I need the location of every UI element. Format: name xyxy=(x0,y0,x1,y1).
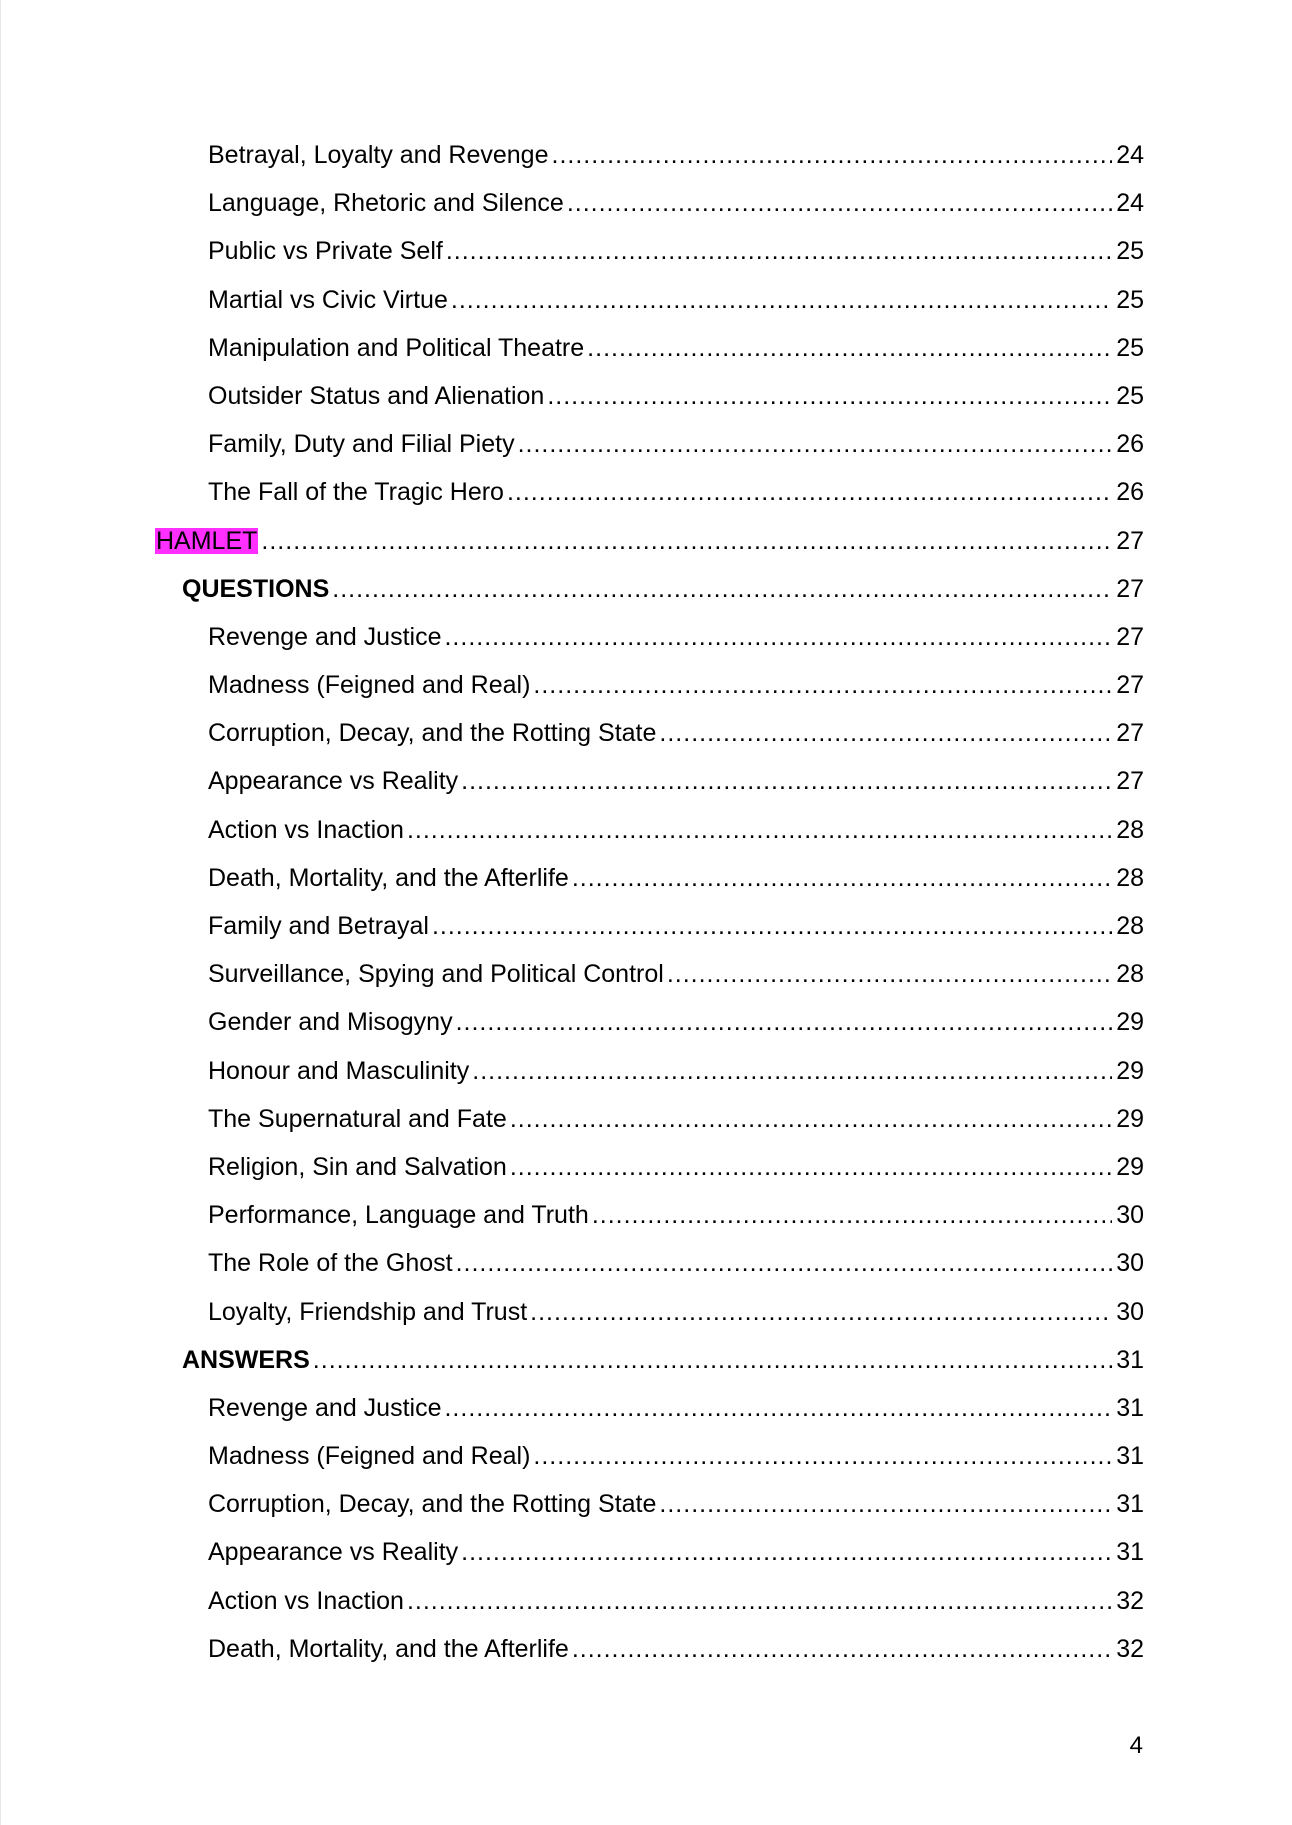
dot-leader xyxy=(533,672,1112,698)
toc-entry[interactable] xyxy=(1,913,1292,961)
toc-entry-page-number[interactable]: 28 xyxy=(1116,863,1144,892)
toc-entry[interactable] xyxy=(1,1202,1292,1250)
toc-entry-page-number[interactable]: 28 xyxy=(1116,960,1144,989)
dot-leader xyxy=(407,1588,1112,1614)
toc-entry-title[interactable]: Religion, Sin and Salvation xyxy=(208,1152,507,1181)
dot-leader xyxy=(507,479,1112,505)
dot-leader xyxy=(659,720,1112,746)
toc-entry[interactable] xyxy=(1,1058,1292,1106)
toc-entry-page-number[interactable]: 25 xyxy=(1116,285,1144,314)
toc-entry-title[interactable]: Madness (Feigned and Real) xyxy=(208,671,531,700)
dot-leader xyxy=(432,913,1112,939)
toc-entry-page-number[interactable]: 28 xyxy=(1116,912,1144,940)
toc-entry-title[interactable]: QUESTIONS xyxy=(182,574,330,603)
toc-entry[interactable] xyxy=(1,1154,1292,1202)
toc-entry[interactable] xyxy=(1,1443,1292,1491)
toc-entry[interactable] xyxy=(1,1009,1292,1057)
dot-leader xyxy=(659,1491,1112,1517)
toc-entry[interactable] xyxy=(1,1395,1292,1443)
toc-entry-title[interactable]: Revenge and Justice xyxy=(208,622,442,651)
toc-entry-page-number[interactable]: 31 xyxy=(1116,1490,1144,1519)
toc-entry[interactable] xyxy=(1,865,1292,913)
toc-entry-title[interactable]: Language, Rhetoric and Silence xyxy=(208,189,564,218)
toc-entry-page-number[interactable]: 27 xyxy=(1116,574,1144,603)
dot-leader xyxy=(456,1250,1113,1276)
dot-leader xyxy=(518,431,1113,457)
toc-entry-page-number[interactable]: 27 xyxy=(1116,767,1144,796)
toc-entry-page-number[interactable]: 25 xyxy=(1116,381,1144,410)
toc-entry-page-number[interactable]: 30 xyxy=(1116,1297,1144,1326)
toc-entry-title[interactable]: The Supernatural and Fate xyxy=(208,1104,507,1133)
toc-entry[interactable] xyxy=(1,238,1292,286)
toc-entry-title[interactable]: Corruption, Decay, and the Rotting State xyxy=(208,1490,657,1519)
toc-entry-title[interactable]: Outsider Status and Alienation xyxy=(208,381,545,410)
toc-entry-page-number[interactable]: 31 xyxy=(1116,1393,1144,1422)
toc-entry-page-number[interactable]: 29 xyxy=(1116,1056,1144,1085)
toc-entry-title[interactable]: Surveillance, Spying and Political Control xyxy=(208,960,664,989)
toc-entry-title[interactable]: Performance, Language and Truth xyxy=(208,1201,589,1230)
toc-entry-page-number[interactable]: 28 xyxy=(1116,815,1144,844)
table-of-contents xyxy=(1,142,1292,1684)
dot-leader xyxy=(667,961,1112,987)
toc-entry-title[interactable]: Manipulation and Political Theatre xyxy=(208,333,585,362)
toc-entry-title[interactable]: Madness (Feigned and Real) xyxy=(208,1442,531,1471)
toc-entry-title[interactable]: Betrayal, Loyalty and Revenge xyxy=(208,141,549,169)
dot-leader xyxy=(592,1202,1112,1228)
toc-entry[interactable] xyxy=(1,190,1292,238)
toc-entry[interactable] xyxy=(1,672,1292,720)
toc-entry-title[interactable]: HAMLET xyxy=(156,526,258,555)
toc-entry[interactable] xyxy=(1,624,1292,672)
dot-leader xyxy=(587,335,1112,361)
toc-entry-page-number[interactable]: 32 xyxy=(1116,1634,1144,1663)
dot-leader xyxy=(261,528,1112,554)
toc-entry[interactable] xyxy=(1,479,1292,527)
dot-leader xyxy=(572,865,1112,891)
toc-entry[interactable] xyxy=(1,1299,1292,1347)
toc-entry-page-number[interactable]: 27 xyxy=(1116,526,1144,555)
toc-entry[interactable] xyxy=(1,1106,1292,1154)
dot-leader xyxy=(552,142,1113,168)
dot-leader xyxy=(313,1347,1112,1373)
toc-entry-page-number[interactable]: 32 xyxy=(1116,1586,1144,1615)
toc-entry-page-number[interactable]: 29 xyxy=(1116,1152,1144,1181)
toc-entry-page-number[interactable]: 29 xyxy=(1116,1104,1144,1133)
dot-leader xyxy=(472,1058,1112,1084)
dot-leader xyxy=(461,1539,1112,1565)
dot-leader xyxy=(446,238,1112,264)
toc-entry[interactable] xyxy=(1,142,1292,190)
toc-entry-title[interactable]: The Fall of the Tragic Hero xyxy=(208,478,504,507)
dot-leader xyxy=(456,1009,1113,1035)
dot-leader xyxy=(572,1636,1112,1662)
toc-entry-page-number[interactable]: 24 xyxy=(1116,189,1144,218)
dot-leader xyxy=(444,1395,1112,1421)
toc-entry[interactable] xyxy=(1,720,1292,768)
dot-leader xyxy=(530,1299,1112,1325)
toc-entry[interactable] xyxy=(1,287,1292,335)
toc-entry-title[interactable]: Honour and Masculinity xyxy=(208,1056,470,1085)
dot-leader xyxy=(510,1154,1112,1180)
toc-entry-page-number[interactable]: 26 xyxy=(1116,478,1144,507)
toc-entry[interactable] xyxy=(1,576,1292,624)
dot-leader xyxy=(547,383,1112,409)
toc-entry[interactable] xyxy=(1,817,1292,865)
toc-entry-page-number[interactable]: 24 xyxy=(1116,141,1144,169)
dot-leader xyxy=(510,1106,1112,1132)
dot-leader xyxy=(407,817,1112,843)
page-number: 4 xyxy=(1129,1732,1143,1759)
toc-entry-title[interactable]: Loyalty, Friendship and Trust xyxy=(208,1297,528,1326)
toc-entry[interactable] xyxy=(1,1250,1292,1298)
toc-entry-page-number[interactable]: 30 xyxy=(1116,1201,1144,1230)
dot-leader xyxy=(444,624,1112,650)
toc-entry-title[interactable]: Action vs Inaction xyxy=(208,815,404,844)
toc-entry[interactable] xyxy=(1,431,1292,479)
toc-entry-title[interactable]: Gender and Misogyny xyxy=(208,1008,453,1037)
dot-leader xyxy=(533,1443,1112,1469)
toc-entry[interactable] xyxy=(1,1491,1292,1539)
toc-entry[interactable] xyxy=(1,383,1292,431)
toc-entry[interactable] xyxy=(1,528,1292,576)
toc-entry-page-number[interactable]: 26 xyxy=(1116,430,1144,459)
toc-entry-title[interactable]: Family and Betrayal xyxy=(208,912,429,940)
toc-entry-title[interactable]: Death, Mortality, and the Afterlife xyxy=(208,1634,569,1663)
toc-entry-page-number[interactable]: 30 xyxy=(1116,1249,1144,1278)
toc-entry[interactable] xyxy=(1,1636,1292,1684)
toc-entry-page-number[interactable]: 31 xyxy=(1116,1538,1144,1567)
dot-leader xyxy=(332,576,1112,602)
toc-entry[interactable] xyxy=(1,1539,1292,1587)
toc-entry-title[interactable]: Family, Duty and Filial Piety xyxy=(208,430,515,459)
toc-entry-page-number[interactable]: 25 xyxy=(1116,333,1144,362)
dot-leader xyxy=(451,287,1112,313)
toc-entry[interactable] xyxy=(1,768,1292,816)
toc-entry-page-number[interactable]: 31 xyxy=(1116,1345,1144,1374)
toc-entry-page-number[interactable]: 27 xyxy=(1116,719,1144,748)
toc-entry-title[interactable]: Appearance vs Reality xyxy=(208,767,459,796)
toc-entry-page-number[interactable]: 29 xyxy=(1116,1008,1144,1037)
toc-entry[interactable] xyxy=(1,335,1292,383)
dot-leader xyxy=(567,190,1112,216)
toc-entry[interactable] xyxy=(1,961,1292,1009)
toc-entry-page-number[interactable]: 25 xyxy=(1116,237,1144,266)
toc-entry-page-number[interactable]: 31 xyxy=(1116,1442,1144,1471)
toc-entry[interactable] xyxy=(1,1588,1292,1636)
toc-entry-title[interactable]: Public vs Private Self xyxy=(208,237,443,266)
toc-entry-title[interactable]: Martial vs Civic Virtue xyxy=(208,285,448,314)
toc-entry[interactable] xyxy=(1,1347,1292,1395)
toc-entry-title[interactable]: Corruption, Decay, and the Rotting State xyxy=(208,719,657,748)
toc-entry-title[interactable]: Revenge and Justice xyxy=(208,1393,442,1422)
dot-leader xyxy=(461,768,1112,794)
toc-entry-title[interactable]: ANSWERS xyxy=(182,1345,310,1374)
toc-entry-title[interactable]: Death, Mortality, and the Afterlife xyxy=(208,863,569,892)
toc-entry-title[interactable]: The Role of the Ghost xyxy=(208,1249,453,1278)
toc-entry-page-number[interactable]: 27 xyxy=(1116,622,1144,651)
toc-entry-title[interactable]: Appearance vs Reality xyxy=(208,1538,459,1567)
toc-entry-title[interactable]: Action vs Inaction xyxy=(208,1586,404,1615)
toc-entry-page-number[interactable]: 27 xyxy=(1116,671,1144,700)
